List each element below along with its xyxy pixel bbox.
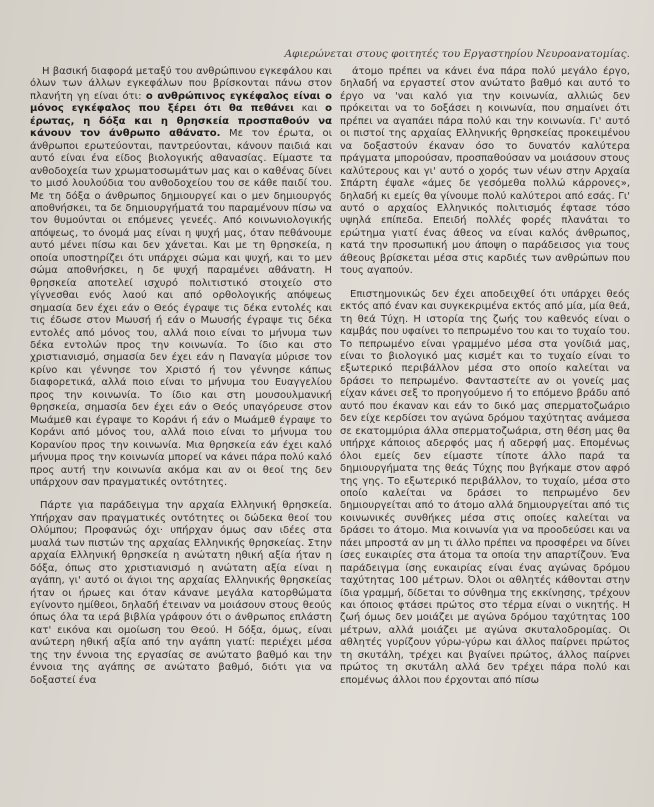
left-paragraph-1 — [30, 66, 332, 489]
right-paragraph-1: άτομο πρέπει να κάνει ένα πάρα πολύ μεγάλο έργο, δηλαδή να εργαστεί στον ανώτατο βαθμό και αυτό το έργο να 'ναι καλό για την κοινωνία, αλλιώς δεν πρόκειται να το δοξάσει η κοινωνία, που σημαίνει ότι πρέπει να αγαπάει πάρα πολύ και την κοινωνία. Γι' αυτό οι πιστοί της αρχαίας Ελληνικής θρησκείας προκειμένου να δοξαστούν έκαναν όσο το δυνατόν καλύτερα πράγματα μπορούσαν, προσπαθούσαν να μοιάσουν στους καλύτερους και γι' αυτό ο χορός των νέων στην Αρχαία Σπάρτη έψαλε «άμες δε γεσόμεθα πολλώ κάρρονες», δηλαδή κι εμείς θα γίνουμε πολύ καλύτεροι από εσάς. Γι' αυτό ο αρχαίος Ελληνικός πολιτισμός έφτασε τόσο υψηλά επίπεδα. Επειδή πολλές φορές πλανάται το ερώτημα γιατί ένας άθεος να είναι καλός άνθρωπος, κατά την προσωπική μου άποψη ο παράδεισος για τους άθεους βρίσκεται μέσα στις καρδιές των ανθρώπων που τους αγαπούν. — [340, 66, 630, 277]
right-column — [340, 66, 630, 799]
text-span: Με τον έρωτα, οι άνθρωποι ερωτεύονται, παντρεύονται, κάνουν παιδιά και αυτό είναι ένα είδος βιολογικής αθανασίας. Είμαστε τα ανθοδοχεία των χρωματοσωμάτων μας και ο καθένας δίνει το μισό λουλούδια του ανθοδοχείου του σε κάθε παιδί του. Με τη δόξα ο άνθρωπος δημιουργεί και ο μεν δημιουργός αποθνήσκει, τα δε δημιουργήματά του παραμένουν πίσω να τον θυμούνται οι επόμενες γενεές. Από κοινωνιολογικής απόψεως, το όνομά μας είναι η ψυχή μας, όταν πεθάνουμε αυτό μένει πίσω και δεν χάνεται. Και με τη θρησκεία, η οποία υποστηρίζει ότι υπάρχει σώμα και ψυχή, και το μεν σώμα αποθνήσκει, η δε ψυχή παραμένει αθάνατη. Η θρησκεία αποτελεί ισχυρό πολιτιστικό στοιχείο στο γίγνεσθαι ενός λαού και από ορθολογικής απόψεως σημασία δεν έχει εάν ο Θεός έγραψε τις δέκα εντολές και τις έδωσε στον Μωυσή ή εάν ο Μωυσής έγραψε τις δέκα εντολές από μόνος του, αλλά ποιο είναι το μήνυμα των δέκα εντολών προς την κοινωνία. Το ίδιο και στο χριστιανισμό, σημασία δεν έχει εάν η Παναγία μύρισε τον κρίνο και γέννησε τον Χριστό ή τον γέννησε κάπως διαφορετικά, αλλά ποιο είναι το μήνυμα του Ευαγγελίου προς την κοινωνία. Το ίδιο και στη μουσουλμανική θρησκεία, σημασία δεν έχει εάν ο Θεός υπαγόρευσε στον Μωάμεθ και έγραψε το Κοράνι ή εάν ο Μωάμεθ έγραψε το Κοράνι από μόνος του, αλλά ποιο είναι το μήνυμα του Κορανίου προς την κοινωνία. Μια θρησκεία εάν έχει καλό μήνυμα προς την κοινωνία μπορεί να κάνει πάρα πολύ καλό προς αυτή την κοινωνία ακόμα και αν οι θεοί της δεν υπάρχουν σαν πραγματικές οντότητες. — [30, 128, 332, 488]
text-span: Η βασική διαφορά μεταξύ του ανθρώπινου εγκεφάλου και όλων των άλλων εγκεφάλων που βρίσκονται πάνω στον πλανήτη γη είναι ότι: — [30, 66, 332, 102]
right-paragraph-2: Επιστημονικώς δεν έχει αποδειχθεί ότι υπάρχει θεός εκτός από έναν και συγκεκριμένα εκτός από μία, μία θεά, τη θεά Τύχη. Η ιστορία της ζωής του καθενός είναι ο καμβάς που υφαίνει το πεπρωμένο του και το τυχαίο του. Το πεπρωμένο είναι γραμμένο μέσα στα γονίδιά μας, είναι το βιολογικό μας κισμέτ και το τυχαίο είναι το εξωτερικό περιβάλλον μέσα στο οποίο καλείται να δράσει το πεπρωμένο. Φανταστείτε αν οι γονείς μας είχαν κάνει σεξ το προηγούμενο ή το επόμενο βράδυ από αυτό που έκαναν και εάν το δικό μας σπερματοζωάριο δεν είχε κερδίσει τον αγώνα δρόμου ταχύτητας ανάμεσα σε εκατομμύρια άλλα σπερματοζωάρια, στη θέση μας θα υπήρχε κάποιος αδερφός μας ή αδερφή μας. Επομένως όλοι εμείς δεν είμαστε τίποτε άλλο παρά τα δημιουργήματα της θεάς Τύχης που βγήκαμε στον αφρό της γης. Το εξωτερικό περιβάλλον, το τυχαίο, μέσα στο οποίο καλείται να δράσει το πεπρωμένο δεν δημιουργείται από το άτομο αλλά δημιουργείται από τις κοινωνικές συνθήκες μέσα στις οποίες καλείται να δράσει το άτομο. Μια κοινωνία για να προοδεύσει και να πάει μπροστά αν μη τι άλλο πρέπει να προσφέρει να δίνει ίσες ευκαιρίες στα άτομα τα οποία την απαρτίζουν. Ένα παράδειγμα ίσης ευκαιρίας είναι ένας αγώνας δρόμου ταχύτητας 100 μέτρων. Όλοι οι αθλητές κάθονται στην ίδια γραμμή, δίδεται το σύνθημα της εκκίνησης, τρέχουν και όποιος φτάσει πρώτος στο τέρμα είναι ο νικητής. Η ζωή όμως δεν μοιάζει με αγώνα δρόμου ταχύτητας 100 μέτρων, αλλά μοιάζει με αγώνα σκυταλοδρομίας. Οι αθλητές γυρίζουν γύρω-γύρω και άλλος παίρνει πρώτος τη σκυτάλη, τρέχει και βγαίνει πρώτος, άλλος παίρνει πρώτος τη σκυτάλη αλλά δεν τρέχει πάρα πολύ και επομένως άλλοι που έρχονται από πίσω — [340, 288, 630, 686]
bold-statement-immortality: ο έρωτας, η δόξα και η θρησκεία προσπαθούν να κάνουν τον άνθρωπο αθάνατο. — [30, 103, 332, 140]
left-paragraph-2: Πάρτε για παράδειγμα την αρχαία Ελληνική θρησκεία. Υπήρχαν σαν πραγματικές οντότητες οι δώδεκα θεοί του Ολύμπου; Προφανώς όχι· υπήρχαν όμως σαν ιδέες στα μυαλά των πιστών της αρχαίας Ελληνικής θρησκείας. Στην αρχαία Ελληνική θρησκεία η ανώτατη ηθική αξία ήταν η δόξα, όπως στο χριστιανισμό η ανώτατη αξία είναι η αγάπη, γι' αυτό οι άγιοι της αρχαίας Ελληνικής θρησκείας ήταν οι ήρωες και όταν κάνανε μεγάλα κατορθώματα εγίνοντο ημίθεοι, δηλαδή έτειναν να μοιάσουν στους θεούς όπως όλα τα ιερά βιβλία γράφουν ότι ο άνθρωπος επλάστη κατ' εικόνα και ομοίωση του Θεού. Η δόξα, όμως, είναι ανώτερη ηθική αξία από την αγάπη γιατί: περιέχει μέσα της την έννοια της εργασίας σε ανώτατο βαθμό και την έννοια της αγάπης σε ανώτατο βαθμό, διότι για να δοξαστεί ένα — [30, 500, 332, 686]
left-column — [30, 66, 332, 799]
bold-statement-mortality: ο ανθρώπινος εγκέφαλος είναι ο μόνος εγκέφαλος που ξέρει ότι θα πεθάνει — [30, 90, 332, 115]
running-head: Αφιερώνεται στους φοιτητές του Εργαστηρίου Νευροανατομίας. — [284, 48, 630, 60]
text-span: και — [294, 103, 326, 115]
